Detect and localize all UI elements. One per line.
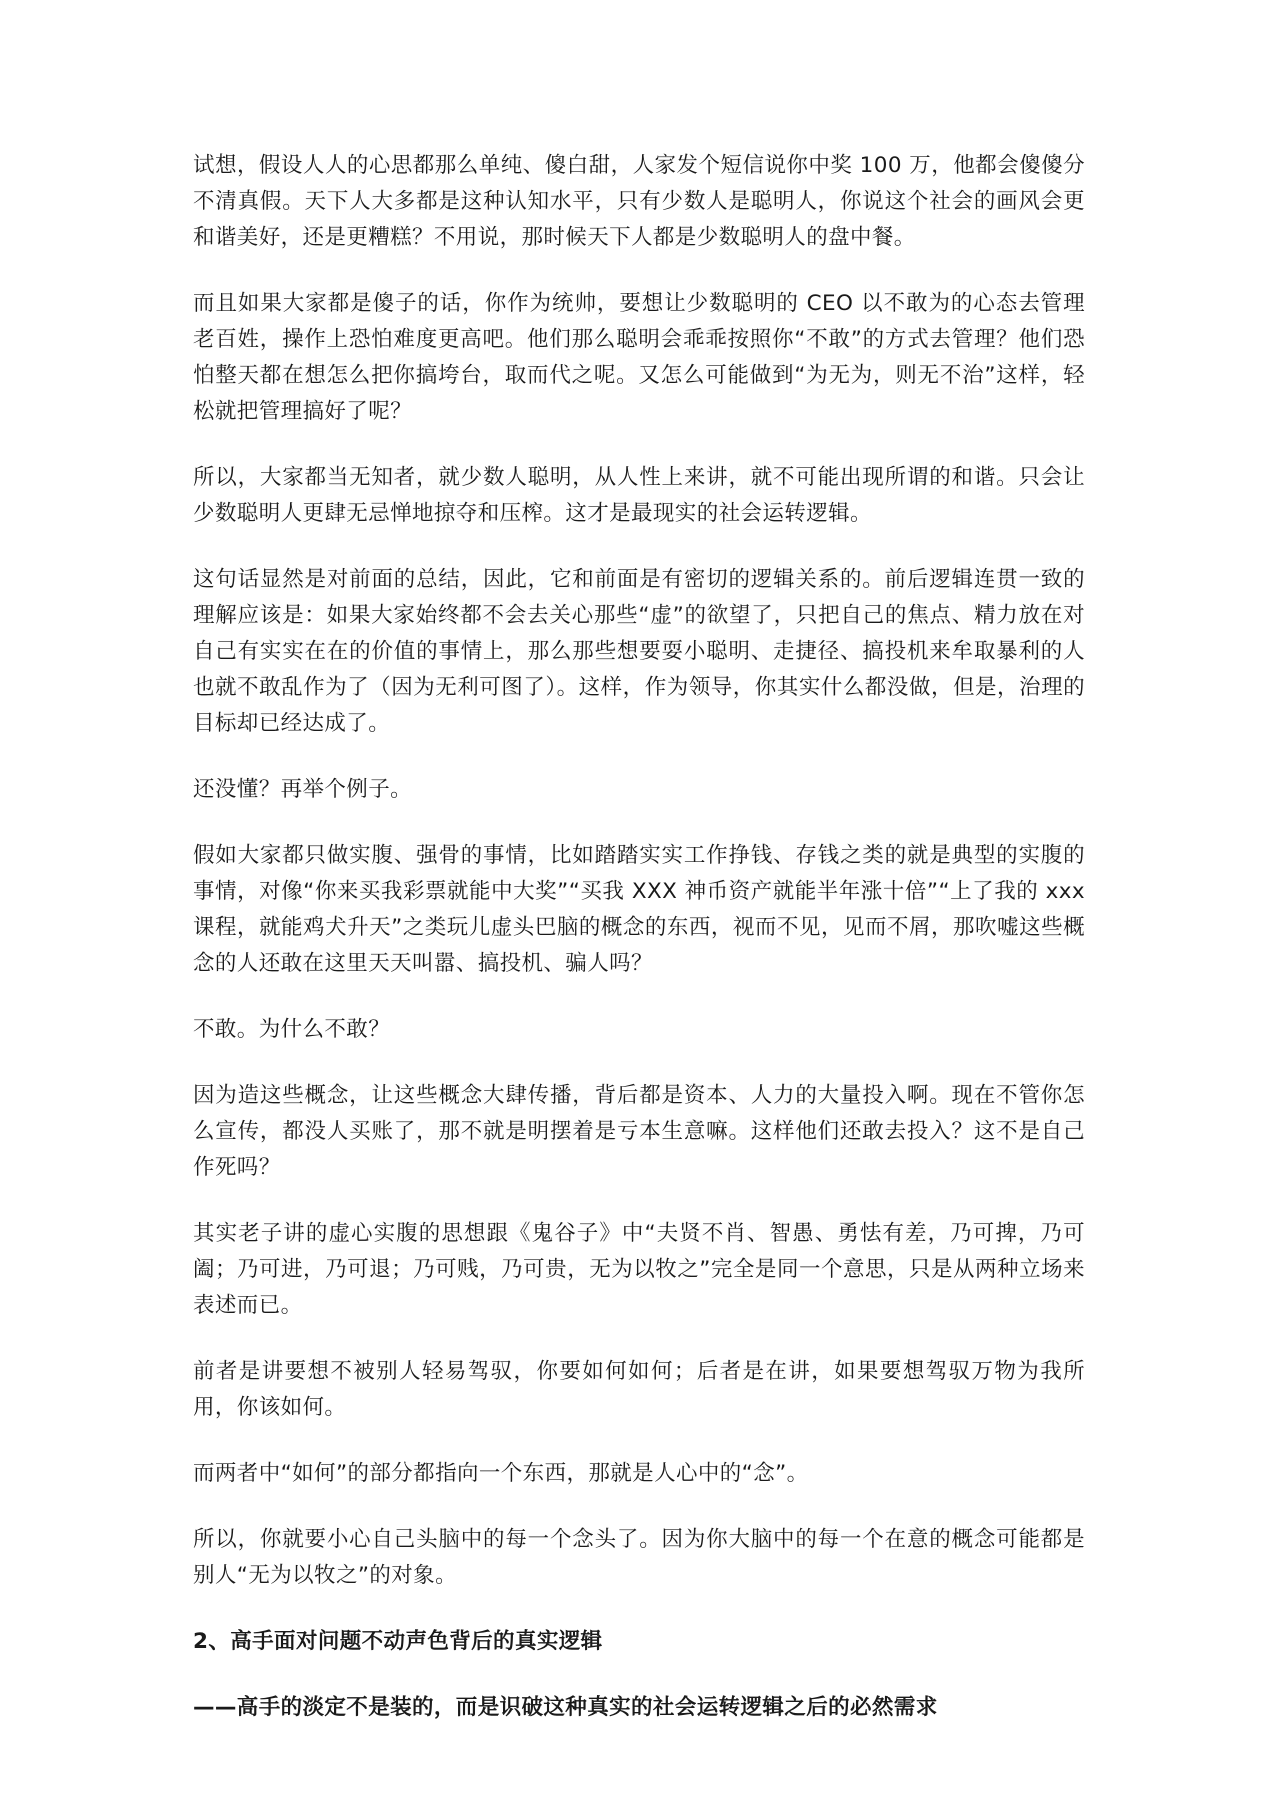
paragraph: 这句话显然是对前面的总结，因此，它和前面是有密切的逻辑关系的。前后逻辑连贯一致的理解应该是：如果大家始终都不会去关心那些“虚”的欲望了，只把自己的焦点、精力放在对自己有实实在在的价值的事情上，那么那些想要耍小聪明、走捷径、搞投机来牟取暴利的人也就不敢乱作为了（因为无利可图了）。这样，作为领导，你其实什么都没做，但是，治理的目标却已经达成了。 [193,567,1085,736]
section-heading: 2、高手面对问题不动声色背后的真实逻辑 [193,1629,603,1654]
paragraph: 所以，你就要小心自己头脑中的每一个念头了。因为你大脑中的每一个在意的概念可能都是别人“无为以牧之”的对象。 [193,1527,1085,1588]
paragraph: 而且如果大家都是傻子的话，你作为统帅，要想让少数聪明的 CEO 以不敢为的心态去管理老百姓，操作上恐怕难度更高吧。他们那么聪明会乖乖按照你“不敢”的方式去管理？他们恐怕整天都在想怎么把你搞垮台，取而代之呢。又怎么可能做到“为无为，则无不治”这样，轻松就把管理搞好了呢？ [193,291,1085,424]
paragraph: 因为造这些概念，让这些概念大肆传播，背后都是资本、人力的大量投入啊。现在不管你怎么宣传，都没人买账了，那不就是明摆着是亏本生意嘛。这样他们还敢去投入？这不是自己作死吗？ [193,1083,1085,1180]
section-subheading: ——高手的淡定不是装的，而是识破这种真实的社会运转逻辑之后的必然需求 [193,1695,938,1720]
paragraph: 不敢。为什么不敢？ [193,1017,391,1042]
paragraph: 试想，假设人人的心思都那么单纯、傻白甜，人家发个短信说你中奖 100 万，他都会傻傻分不清真假。天下人大多都是这种认知水平，只有少数人是聪明人，你说这个社会的画风会更和谐美好，还是更糟糕？不用说，那时候天下人都是少数聪明人的盘中餐。 [193,153,1085,250]
paragraph: 还没懂？再举个例子。 [193,777,413,802]
paragraph: 其实老子讲的虚心实腹的思想跟《鬼谷子》中“夫贤不肖、智愚、勇怯有差，乃可捭，乃可阖；乃可进，乃可退；乃可贱，乃可贵，无为以牧之”完全是同一个意思，只是从两种立场来表述而已。 [193,1221,1085,1318]
paragraph: 假如大家都只做实腹、强骨的事情，比如踏踏实实工作挣钱、存钱之类的就是典型的实腹的事情，对像“你来买我彩票就能中大奖”“买我 XXX 神币资产就能半年涨十倍”“上了我的 xxx 课程，就能鸡犬升天”之类玩儿虚头巴脑的概念的东西，视而不见，见而不屑，那吹嘘这些概念的人还敢在这里天天叫嚣、搞投机、骗人吗？ [193,843,1085,976]
document-page [193,148,1085,1756]
paragraph: 而两者中“如何”的部分都指向一个东西，那就是人心中的“念”。 [193,1461,809,1486]
paragraph: 前者是讲要想不被别人轻易驾驭，你要如何如何；后者是在讲，如果要想驾驭万物为我所用，你该如何。 [193,1359,1085,1420]
paragraph: 所以，大家都当无知者，就少数人聪明，从人性上来讲，就不可能出现所谓的和谐。只会让少数聪明人更肆无忌惮地掠夺和压榨。这才是最现实的社会运转逻辑。 [193,465,1085,526]
